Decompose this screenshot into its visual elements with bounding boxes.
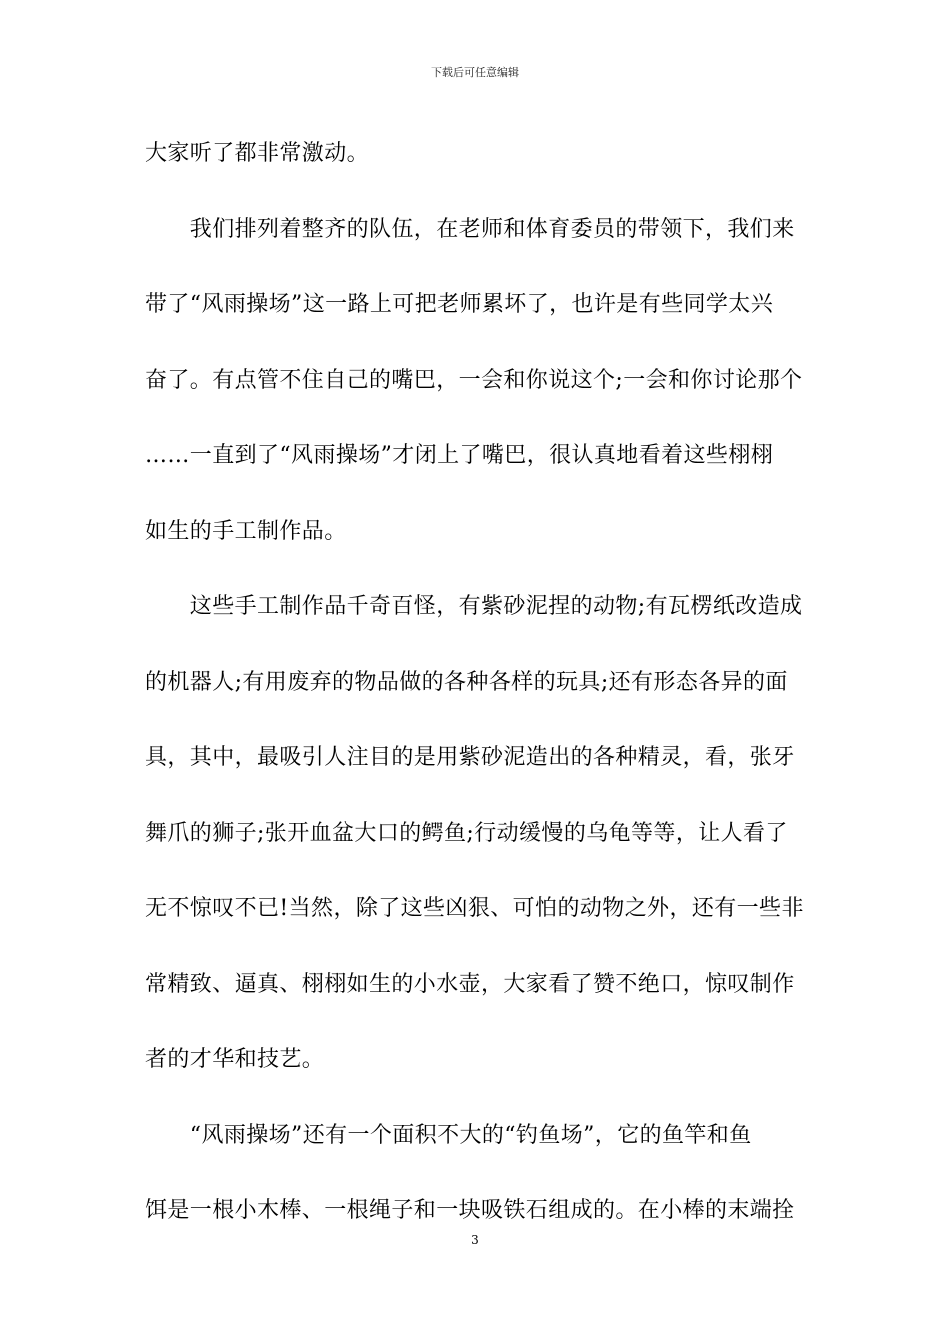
text-line: 常精致、逼真、栩栩如生的小水壶，大家看了赞不绝口，惊叹制作: [145, 971, 795, 997]
text-line: 舞爪的狮子;张开血盆大口的鳄鱼;行动缓慢的乌龟等等，让人看了: [145, 820, 788, 846]
text-line: 奋了。有点管不住自己的嘴巴，一会和你说这个;一会和你讨论那个: [145, 367, 803, 393]
text-line: 大家听了都非常激动。: [145, 141, 370, 166]
text-line: 无不惊叹不已!当然，除了这些凶狠、可怕的动物之外，还有一些非: [145, 896, 804, 921]
body-text: [145, 126, 805, 1259]
text-line: 具，其中，最吸引人注目的是用紫砂泥造出的各种精灵，看，张牙: [145, 745, 795, 770]
text-line: 带了“风雨操场”这一路上可把老师累坏了，也许是有些同学太兴: [145, 292, 774, 317]
text-line: ……一直到了“风雨操场”才闭上了嘴巴，很认真地看着这些栩栩: [145, 443, 774, 468]
text-line: 的机器人;有用废弃的物品做的各种各样的玩具;还有形态各异的面: [145, 669, 788, 695]
text-line: 者的才华和技艺。: [145, 1047, 325, 1072]
text-line: 这些手工制作品千奇百怪，有紫砂泥捏的动物;有瓦楞纸改造成: [145, 594, 803, 619]
text-line: 我们排列着整齐的队伍，在老师和体育委员的带领下，我们来: [145, 216, 795, 242]
text-line: 饵是一根小木棒、一根绳子和一块吸铁石组成的。在小棒的末端拴: [145, 1198, 795, 1223]
page-number: 3: [471, 1233, 479, 1247]
text-line: “风雨操场”还有一个面积不大的“钓鱼场”，它的鱼竿和鱼: [145, 1122, 752, 1148]
page-header: 下载后可任意编辑: [431, 66, 519, 79]
text-line: 如生的手工制作品。: [145, 518, 347, 544]
